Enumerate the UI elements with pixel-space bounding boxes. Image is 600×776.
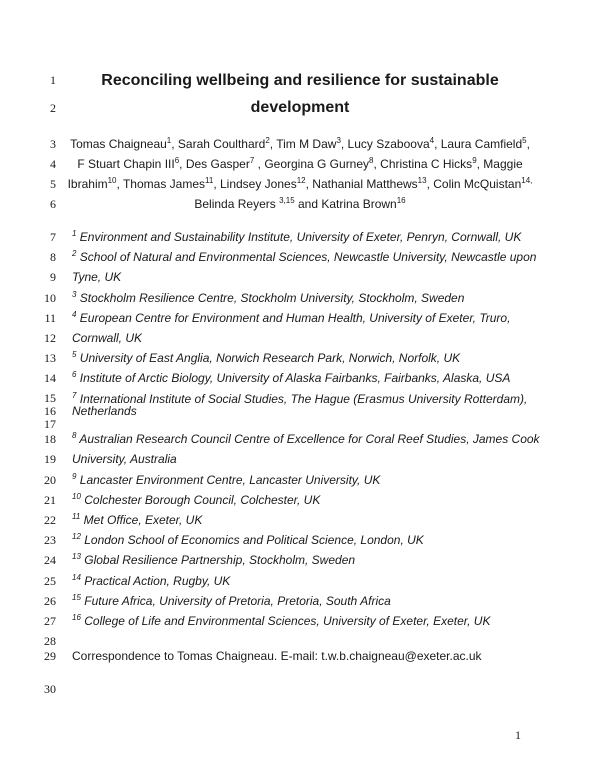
line-number: 15 [44,391,56,405]
affiliation-2-cont: Tyne, UK [72,270,122,284]
affiliation-7-cont: Netherlands [72,404,137,418]
line-number: 26 [44,594,56,608]
affiliation-8-cont: University, Australia [72,452,177,466]
line-number: 28 [44,634,56,648]
line-number: 7 [50,230,56,244]
line-number: 2 [50,101,56,115]
affiliation-6: $^6$ Institute of Arctic Biology, University of Alaska Fairbanks, Fairbanks, Alaska, USA [72,370,511,385]
affiliation-9: $^9$ Lancaster Environment Centre, Lancaster University, UK [72,472,381,487]
line-number: 21 [44,493,56,507]
affiliation-5: $^5$ University of East Anglia, Norwich Research Park, Norwich, Norfolk, UK [72,350,461,365]
affiliation-3: $^3$ Stockholm Resilience Centre, Stockholm University, Stockholm, Sweden [72,290,465,305]
line-number: 13 [44,351,56,365]
affiliation-4-cont: Cornwall, UK [72,331,143,345]
line-number: 29 [44,649,56,663]
author-line-1: Tomas Chaigneau$^1$, Sarah Coulthard$^2$, Tim M Daw$^3$, Lucy Szaboova$^4$, Laura Camfield$^5$, [70,136,530,151]
line-number: 17 [44,417,56,431]
author-line-2: F Stuart Chapin III$^6$, Des Gasper$^7$ , Georgina G Gurney$^8$, Christina C Hicks$^9$, Maggie [77,156,523,171]
page-number: 1 [515,728,521,742]
line-number: 30 [44,682,56,696]
line-number: 1 [50,73,56,87]
line-number: 18 [44,432,56,446]
line-number: 8 [50,250,56,264]
line-number: 27 [44,614,56,628]
line-number: 16 [44,404,56,418]
line-number: 11 [44,311,56,325]
paper-title-line-2: development [250,99,350,116]
affiliation-8: $^8$ Australian Research Council Centre of Excellence for Coral Reef Studies, James Cook [72,431,540,446]
line-number: 10 [44,291,56,305]
line-number: 5 [50,177,56,191]
line-number: 12 [44,331,56,345]
line-number: 22 [44,513,56,527]
line-number: 19 [44,452,56,466]
affiliation-12: $^{12}$ London School of Economics and Political Science, London, UK [72,532,424,547]
affiliation-2: $^2$ School of Natural and Environmental Sciences, Newcastle University, Newcastle upon [72,249,537,264]
author-line-4: Belinda Reyers $^{3,15}$ and Katrina Brown$^{16}$ [194,196,406,211]
line-number: 9 [50,270,56,284]
line-number: 3 [50,137,56,151]
paper-title-line-1: Reconciling wellbeing and resilience for sustainable [101,72,499,89]
affiliation-7: $^7$ International Institute of Social Studies, The Hague (Erasmus University Rotterdam), [72,391,528,406]
affiliation-4: $^4$ European Centre for Environment and Human Health, University of Exeter, Truro, [72,310,511,325]
affiliation-10: $^{10}$ Colchester Borough Council, Colchester, UK [72,492,321,507]
affiliation-11: $^{11}$ Met Office, Exeter, UK [72,512,203,527]
line-number: 20 [44,473,56,487]
line-number: 25 [44,574,56,588]
author-line-3: Ibrahim$^{10}$, Thomas James$^{11}$, Lindsey Jones$^{12}$, Nathanial Matthews$^{13}$, Colin McQuistan$^{14,}$ [67,176,533,191]
affiliation-16: $^{16}$ College of Life and Environmental Sciences, University of Exeter, Exeter, UK [72,613,491,628]
line-number: 23 [44,533,56,547]
affiliation-13: $^{13}$ Global Resilience Partnership, Stockholm, Sweden [72,552,356,567]
line-number: 14 [44,371,56,385]
line-number: 6 [50,197,56,211]
line-number: 24 [44,553,56,567]
line-number: 4 [50,157,56,171]
affiliation-14: $^{14}$ Practical Action, Rugby, UK [72,573,231,588]
affiliation-1: $^1$ Environment and Sustainability Institute, University of Exeter, Penryn, Cornwall, UK [72,229,522,244]
affiliation-15: $^{15}$ Future Africa, University of Pretoria, Pretoria, South Africa [72,593,391,608]
correspondence: Correspondence to Tomas Chaigneau. E-mail: t.w.b.chaigneau@exeter.ac.uk [72,649,482,663]
